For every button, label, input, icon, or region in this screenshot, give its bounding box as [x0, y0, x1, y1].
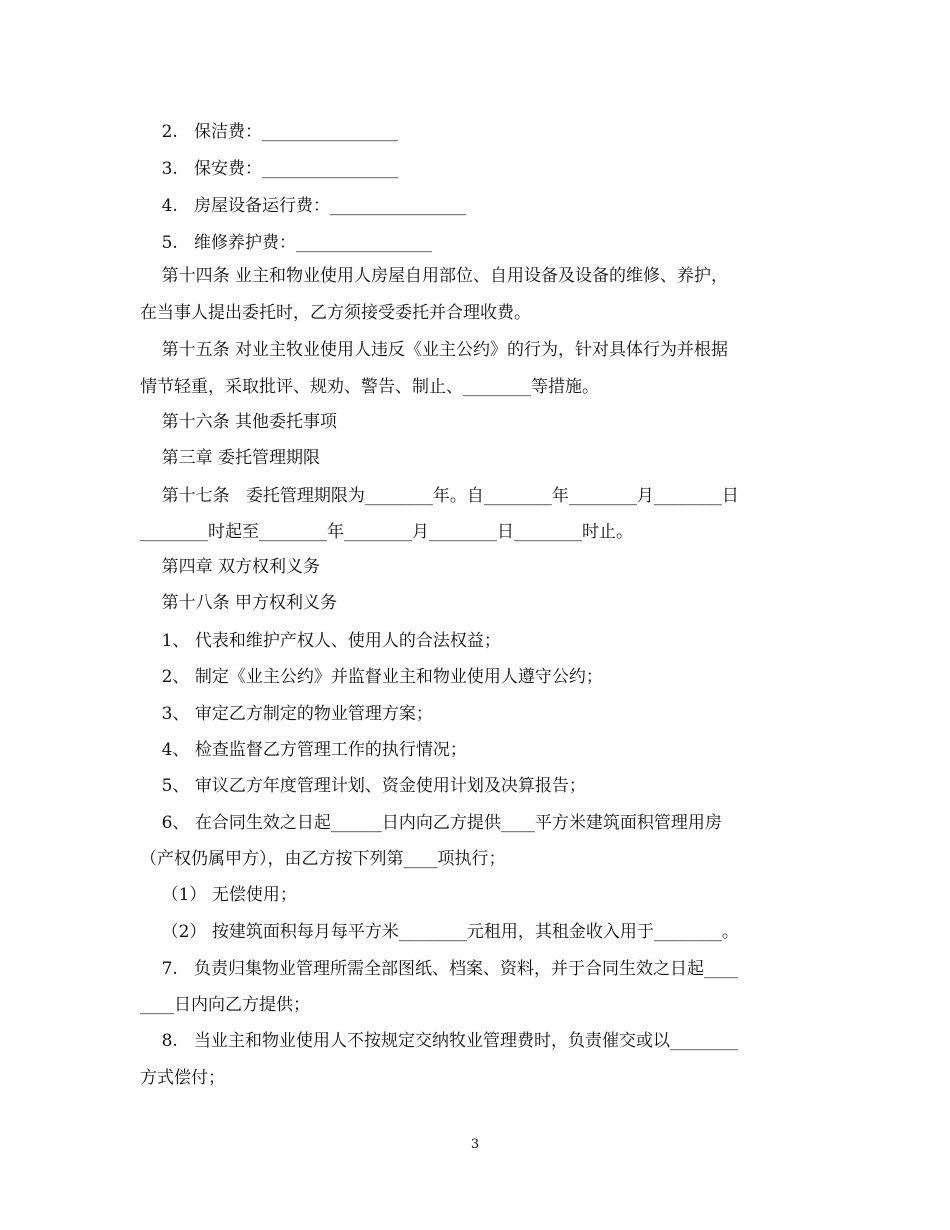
fee-item-maintenance: 5. 维修养护费：________________ — [140, 233, 433, 253]
list-item-5: 5、 审议乙方年度管理计划、资金使用计划及决算报告； — [140, 776, 586, 796]
article-18-heading: 第十八条 甲方权利义务 — [140, 593, 338, 613]
list-item-8-line-2: 方式偿付； — [140, 1068, 225, 1088]
chapter-3-heading: 第三章 委托管理期限 — [140, 448, 321, 468]
chapter-4-heading: 第四章 双方权利义务 — [140, 557, 321, 577]
list-item-1: 1、 代表和维护产权人、使用人的合法权益； — [140, 631, 501, 651]
article-14-line-1: 第十四条 业主和物业使用人房屋自用部位、自用设备及设备的维修、养护， — [140, 266, 729, 286]
list-item-2: 2、 制定《业主公约》并监督业主和物业使用人遵守公约； — [140, 667, 603, 687]
sub-item-2: （2） 按建筑面积每月每平方米________元租用，其租金收入用于________。 — [140, 922, 739, 942]
article-14-line-2: 在当事人提出委托时，乙方须接受委托并合理收费。 — [140, 303, 531, 323]
article-17-line-2: ________时起至________年________月________日________时止。 — [140, 522, 633, 542]
article-17-line-1: 第十七条 委托管理期限为________年。自________年________月________日 — [140, 486, 739, 506]
list-item-6-line-2: （产权仍属甲方），由乙方按下列第____项执行； — [140, 849, 506, 869]
sub-item-1: （1） 无偿使用； — [140, 885, 297, 905]
list-item-7-line-1: 7. 负责归集物业管理所需全部图纸、档案、资料，并于合同生效之日起____ — [140, 959, 739, 979]
fee-item-equipment-operation: 4. 房屋设备运行费：________________ — [140, 196, 467, 216]
page-number: 3 — [470, 1137, 480, 1152]
article-15-line-1: 第十五条 对业主牧业使用人违反《业主公约》的行为，针对具体行为并根据 — [140, 340, 729, 360]
list-item-8-line-1: 8. 当业主和物业使用人不按规定交纳牧业管理费时，负责催交或以________ — [140, 1031, 739, 1051]
list-item-4: 4、 检查监督乙方管理工作的执行情况； — [140, 740, 467, 760]
list-item-3: 3、 审定乙方制定的物业管理方案； — [140, 704, 433, 724]
article-15-line-2: 情节轻重，采取批评、规劝、警告、制止、________等措施。 — [140, 377, 599, 397]
article-16-heading: 第十六条 其他委托事项 — [140, 412, 338, 432]
fee-item-security: 3. 保安费：________________ — [140, 159, 399, 179]
list-item-6-line-1: 6、 在合同生效之日起______日内向乙方提供____平方米建筑面积管理用房 — [140, 813, 722, 833]
list-item-7-line-2: ____日内向乙方提供； — [140, 995, 310, 1015]
fee-item-cleaning: 2. 保洁费：________________ — [140, 122, 399, 142]
